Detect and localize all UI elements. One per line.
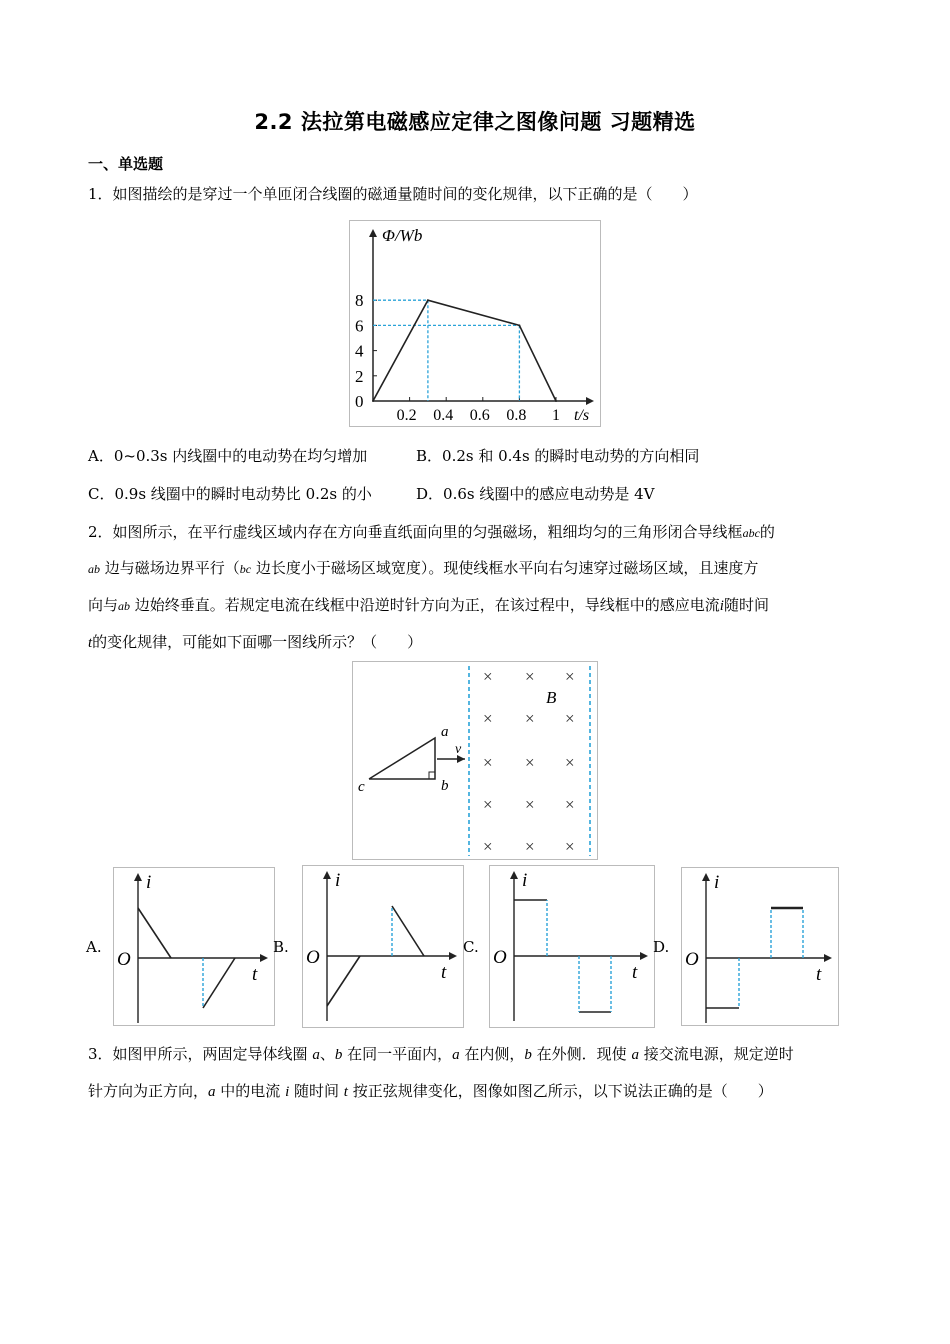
flux-chart-svg <box>350 221 600 426</box>
section-heading: 一、单选题 <box>88 155 164 173</box>
q3-l1-s2: 、 <box>319 1045 335 1063</box>
origin-label: O <box>306 947 320 968</box>
q3-l2-s6: 按正弦规律变化，图像如图乙所示，以下说法正确的是（ ） <box>347 1082 773 1100</box>
q3-l2-s2: 中的电流 <box>215 1082 286 1100</box>
q2-option-a-label: A. <box>86 938 102 956</box>
field-cross-icon: × <box>483 667 493 686</box>
i-axis-label: i <box>714 872 720 893</box>
x-axis-label: t/s <box>574 407 590 424</box>
q2-option-d-graph <box>681 867 839 1026</box>
current-segment <box>392 906 424 956</box>
q1-text: 1．如图描绘的是穿过一个单匝闭合线圈的磁通量随时间的变化规律，以下正确的是（ ） <box>88 185 698 203</box>
field-cross-icon: × <box>483 795 493 814</box>
vertex-b-label: b <box>441 778 449 794</box>
q2-line3-pre: 向与 <box>88 596 119 614</box>
field-cross-icon: × <box>565 795 575 814</box>
q3-l1-var-b: b <box>334 1047 343 1063</box>
q2-line1 <box>88 522 775 543</box>
t-axis-label: t <box>816 964 822 985</box>
q2-var-t: t <box>88 635 93 651</box>
option-a-svg <box>114 868 274 1025</box>
q2-var-ab2: ab <box>118 599 131 613</box>
q1-flux-chart <box>349 220 601 427</box>
field-cross-icon: × <box>565 837 575 856</box>
vertex-c-label: c <box>358 779 365 795</box>
q2-magnetic-field-figure <box>352 661 598 860</box>
current-segment <box>138 908 171 958</box>
q3-l2-var-i: i <box>285 1084 290 1100</box>
q3-l1-s10: 接交流电源，规定逆时 <box>638 1045 794 1063</box>
q2-option-b-graph <box>302 865 464 1028</box>
q2-var-i: i <box>719 598 724 614</box>
i-axis-label: i <box>146 872 152 893</box>
current-segment <box>203 958 235 1008</box>
flux-series-line <box>373 300 556 401</box>
i-axis-arrow <box>323 871 331 879</box>
t-axis-arrow <box>260 954 268 962</box>
q2-line4 <box>88 632 422 653</box>
q2-line1-post: 的 <box>759 523 775 541</box>
q2-option-a-graph <box>113 867 275 1026</box>
q3-l1-s8: 在外侧．现使 <box>531 1045 632 1063</box>
q2-option-d-label: D. <box>653 938 670 956</box>
velocity-label: v <box>455 742 462 757</box>
y-axis-label: Φ/Wb <box>382 226 423 245</box>
q2-var-ab: ab <box>88 562 100 576</box>
q3-line1 <box>88 1044 794 1065</box>
field-label-b: B <box>546 688 557 707</box>
q3-l1-s0: 3．如图甲所示，两固定导体线圈 <box>88 1045 313 1063</box>
flux-data-point <box>518 324 520 326</box>
field-cross-icon: × <box>525 837 535 856</box>
field-cross-icon: × <box>525 795 535 814</box>
q2-option-c-label: C. <box>463 938 479 956</box>
field-cross-icon: × <box>525 753 535 772</box>
q2-line3-post: 边始终垂直。若规定电流在线框中沿逆时针方向为正，在该过程中，导线框中的感应电流 <box>130 596 720 614</box>
y-tick-label: 4 <box>355 341 364 361</box>
option-b-svg <box>303 866 463 1027</box>
q1-option-c: C．0.9s 线圈中的瞬时电动势比 0.2s 的小 <box>88 485 372 503</box>
field-figure-svg <box>353 662 597 859</box>
field-cross-icon: × <box>525 709 535 728</box>
y-tick-label: 2 <box>355 366 364 386</box>
q3-l1-var-a3: a <box>631 1047 639 1063</box>
origin-label: O <box>117 949 131 970</box>
q1-option-a: A．0~0.3s 内线圈中的电动势在均匀增加 <box>88 447 368 465</box>
vertex-a-label: a <box>441 724 449 740</box>
y-tick-label: 0 <box>355 392 364 411</box>
q2-line2-mid: 边与磁场边界平行（ <box>100 559 240 577</box>
y-tick-label: 6 <box>355 316 364 336</box>
i-axis-label: i <box>522 870 528 891</box>
i-axis-arrow <box>134 873 142 881</box>
q3-l2-s4: 随时间 <box>289 1082 344 1100</box>
q2-line3-post2: 随时间 <box>723 596 769 614</box>
x-axis-arrow <box>586 397 594 405</box>
origin-label: O <box>685 949 699 970</box>
q3-l1-var-b2: b <box>524 1047 532 1063</box>
page-title: 2.2 法拉第电磁感应定律之图像问题 习题精选 <box>254 110 696 134</box>
flux-data-point <box>555 400 557 402</box>
q3-l2-var-t: t <box>343 1084 348 1100</box>
x-tick-label: 0.4 <box>433 407 454 424</box>
field-cross-icon: × <box>483 837 493 856</box>
i-axis-label: i <box>335 870 341 891</box>
y-axis-arrow <box>369 229 377 237</box>
t-axis-label: t <box>632 962 638 983</box>
field-cross-icon: × <box>565 753 575 772</box>
x-tick-label: 1 <box>552 407 560 424</box>
flux-data-point <box>372 400 374 402</box>
t-axis-label: t <box>441 962 447 983</box>
field-cross-icon: × <box>483 753 493 772</box>
q2-option-c-graph <box>489 865 655 1028</box>
y-tick-label: 8 <box>355 291 364 311</box>
q1-option-b: B．0.2s 和 0.4s 的瞬时电动势的方向相同 <box>416 447 700 465</box>
field-cross-icon: × <box>525 667 535 686</box>
current-segment <box>327 956 360 1006</box>
q3-l2-var-a: a <box>208 1084 216 1100</box>
q2-var-bc: bc <box>239 562 252 576</box>
x-tick-label: 0.6 <box>469 407 490 424</box>
option-c-svg <box>490 866 654 1027</box>
q2-option-b-label: B. <box>273 938 289 956</box>
q2-line4-post: 的变化规律，可能如下面哪一图线所示？（ ） <box>92 633 423 651</box>
q3-l1-s4: 在同一平面内， <box>342 1045 453 1063</box>
origin-label: O <box>493 947 507 968</box>
t-axis-label: t <box>252 964 258 985</box>
q3-line2 <box>88 1081 773 1102</box>
field-cross-icon: × <box>565 667 575 686</box>
i-axis-arrow <box>510 871 518 879</box>
q1-option-d: D．0.6s 线圈中的感应电动势是 4V <box>416 485 655 503</box>
q3-l1-var-a: a <box>312 1047 320 1063</box>
x-tick-label: 0.8 <box>506 407 527 424</box>
q3-l2-s0: 针方向为正方向， <box>88 1082 209 1100</box>
x-tick-label: 0.2 <box>396 407 417 424</box>
q2-line2 <box>88 558 758 579</box>
q3-l1-s6: 在内侧， <box>459 1045 525 1063</box>
t-axis-arrow <box>824 954 832 962</box>
q2-line3 <box>88 595 769 616</box>
q3-l1-var-a2: a <box>452 1047 460 1063</box>
option-d-svg <box>682 868 838 1025</box>
q2-line1-pre: 2．如图所示，在平行虚线区域内存在方向垂直纸面向里的匀强磁场，粗细均匀的三角形闭合导线框 <box>88 523 743 541</box>
i-axis-arrow <box>702 873 710 881</box>
field-cross-icon: × <box>565 709 575 728</box>
t-axis-arrow <box>640 952 648 960</box>
field-cross-icon: × <box>483 709 493 728</box>
q2-var-abc: abc <box>742 526 760 540</box>
t-axis-arrow <box>449 952 457 960</box>
q2-line2-post: 边长度小于磁场区域宽度）。现使线框水平向右匀速穿过磁场区域，且速度方 <box>251 559 759 577</box>
flux-data-point <box>427 299 429 301</box>
